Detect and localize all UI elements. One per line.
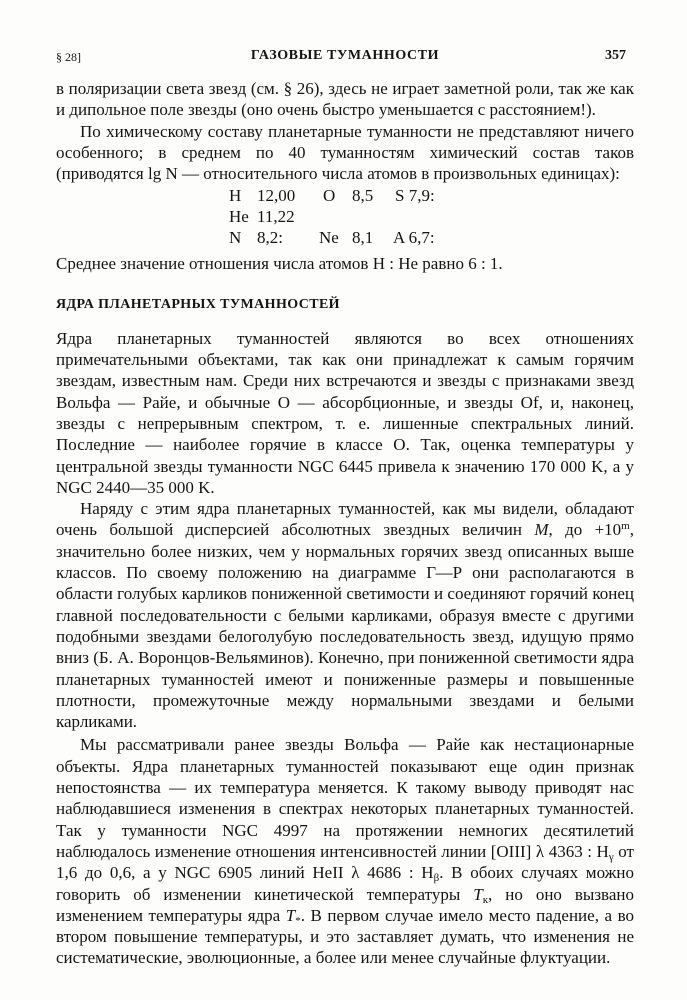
book-page [56,38,634,969]
paragraph-nuclei-intro: Ядра планетарных туманностей являются во всех отношениях примечательными объектами, так как они принадлежат к самым горячим звездам, известным нам. Среди них встречаются и звезды с признаками звезд Вольфа — Райе, и обычные O — абсорбционные, и звезды Of, и, наконец, звезды с непрерывным спектром, т. е. лишенные спектральных линий. Последние — наиболее горячие в классе O. Так, оценка температуры у центральной звезды туманности NGC 6445 привела к значению 170 000 K, а у NGC 2440—35 000 K. [56,328,634,497]
page-number: 357 [605,48,626,63]
paragraph-nuclei-dispersion: Наряду с этим ядра планетарных туманностей, как мы видели, обладают очень большой дисперсией абсолютных звездных величин M, до $+10^m$, значительно более низких, чем у нормальных горячих звезд описанных выше классов. По своему положению на диаграмме Г—Р они располагаются в области голубых карликов пониженной светимости и соединяют горячий конец главной последовательности с белыми карликами, образуя вместе с другими подобными звездами белоголубую последовательность звезд, идущую прямо вниз (Б. А. Воронцов-Вельяминов). Конечно, при пониженной светимости ядра планетарных туманностей имеют и пониженные размеры и повышенные плотности, промежуточные между нормальными звездами и белыми карликами. [56,499,634,732]
abund-he-value: 11,22 [257,207,295,227]
abund-ne-value: 8,1 [352,228,374,248]
abund-h: H [229,186,242,206]
abund-he: He [229,207,249,227]
abund-a: A 6,7: [393,228,435,248]
paragraph-nuclei-variability: Мы рассматривали ранее звезды Вольфа — Райе как нестационарные объекты. Ядра планетарных туманностей показывают еще один признак непостоянства — их температура меняется. К такому выводу приводят нас наблюдавшиеся изменения в спектрах некоторых планетарных туманностей. Так у туманности NGC 4997 на протяжении немногих десятилетий наблюдалось изменение отношения интенсивностей линии [OIII] λ 4363 : $H_\gamma$ от 1,6 до 0,6, а у NGC 6905 линий HeII λ 4686 : $H_\beta$. В обоих случаях можно говорить об изменении кинетической температуры $T_к$, но оно вызвано изменением температуры ядра $T_*$. В первом случае имело место падение, а во втором повышение температуры, и это заставляет думать, что изменения не систематические, эволюционные, а более или менее случайные флуктуации. [56,735,634,968]
paragraph-chemical-composition: По химическому составу планетарные туманности не представляют ничего особенного; в среднем по 40 туманностям химический состав таков (приводятся lg N — относительного числа атомов в произвольных единицах): [56,121,634,184]
abund-o: O [323,186,336,206]
section-heading: ЯДРА ПЛАНЕТАРНЫХ ТУМАННОСТЕЙ [56,296,340,312]
paragraph-polarization: в поляризации света звезд (см. § 26), здесь не играет заметной роли, так же как и дипольное поле звезды (оно очень быстро уменьшается с расстоянием!). [56,79,634,120]
running-header [56,38,634,78]
abund-n: N [229,228,242,248]
abund-h-value: 12,00 [257,186,296,206]
abund-o-value: 8,5 [352,186,374,206]
section-ref: § 28] [56,50,81,64]
running-title: ГАЗОВЫЕ ТУМАННОСТИ [250,48,440,63]
abund-s: S 7,9: [395,186,435,206]
paragraph-h-he-ratio: Среднее значение отношения числа атомов H : He равно 6 : 1. [56,254,503,274]
abund-ne: Ne [319,228,339,248]
abundance-table [56,185,634,249]
abund-n-value: 8,2: [257,228,283,248]
